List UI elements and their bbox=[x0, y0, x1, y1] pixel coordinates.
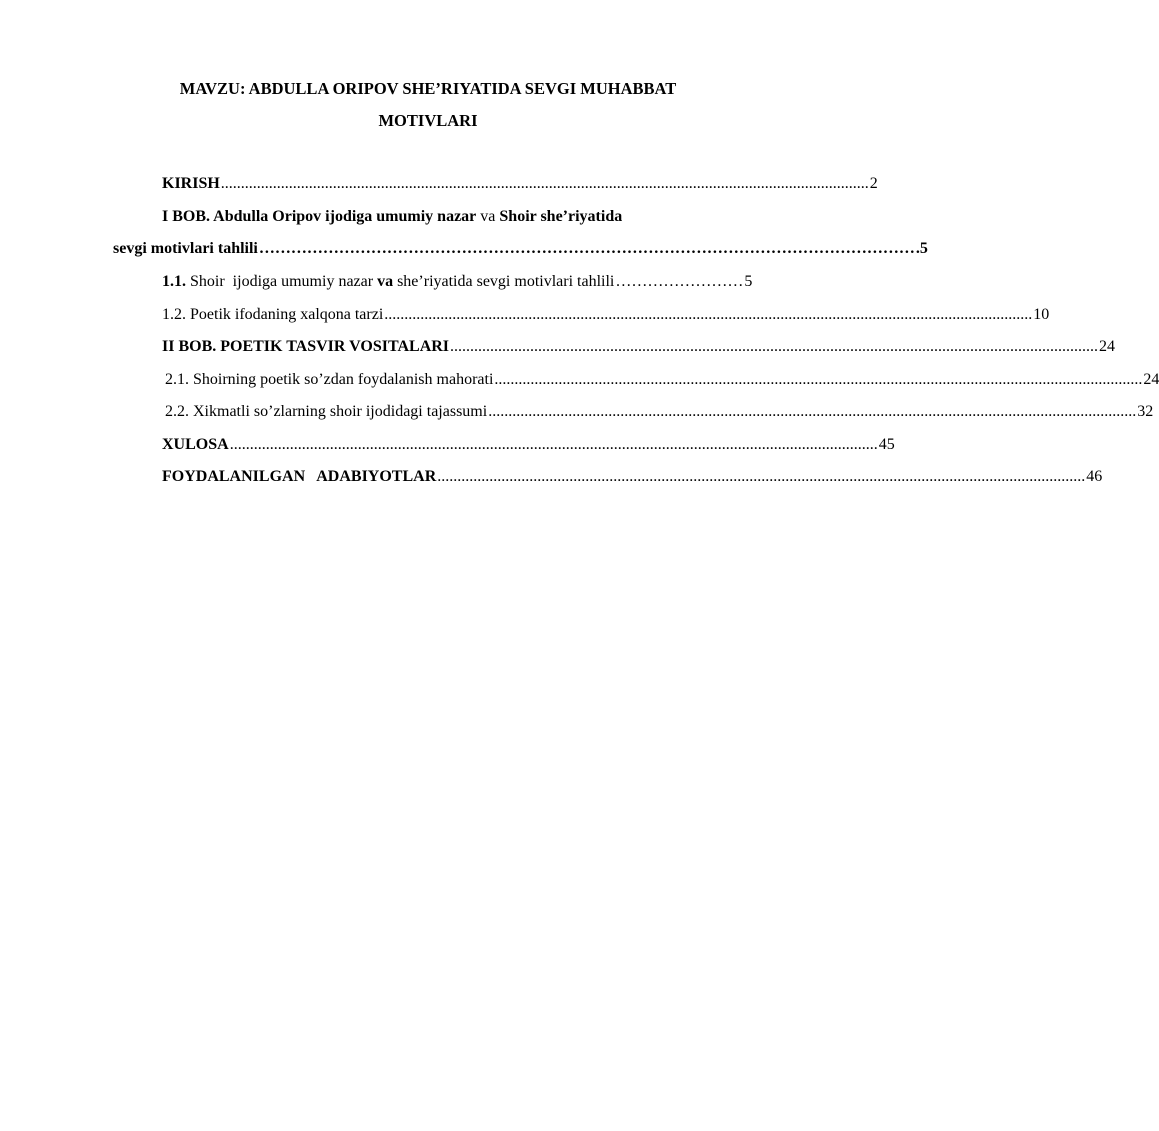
toc-entry-label: 2.2. Xikmatli so’zlarning shoir ijodidagi tajassumi bbox=[165, 403, 488, 420]
toc-page-number: 24 bbox=[1143, 371, 1159, 388]
toc-entry-label: KIRISH bbox=[162, 175, 220, 192]
toc-page-number: .5 bbox=[915, 240, 928, 257]
dot-leader: .................................................................................................................................................................. bbox=[494, 371, 1143, 388]
toc-page-number: 46 bbox=[1086, 468, 1103, 485]
toc-entry-foydalanilgan-adabiyotlar bbox=[162, 466, 1103, 488]
document-title-line1: MAVZU: ABDULLA ORIPOV SHE’RIYATIDA SEVGI MUHABBAT bbox=[179, 79, 677, 98]
toc-page-number: 2 bbox=[869, 175, 878, 192]
toc-entry-bob1-line1 bbox=[162, 206, 742, 228]
dot-leader: …………………………………………………………………………………………………………… bbox=[258, 240, 915, 257]
document-title-line2: MOTIVLARI bbox=[378, 111, 478, 130]
toc-entry-label: XULOSA bbox=[162, 436, 229, 453]
section-text: Shoir ijodiga umumiy nazar bbox=[186, 273, 378, 290]
section-text-cont: she’riyatida sevgi motivlari tahlili bbox=[393, 273, 615, 290]
dot-leader: .................................................................................................................................................................. bbox=[384, 306, 1033, 323]
dot-leader: .................................................................................................................................................................. bbox=[220, 175, 869, 192]
toc-page-number: 5 bbox=[744, 273, 753, 290]
toc-entry-label: FOYDALANILGAN ADABIYOTLAR bbox=[162, 468, 437, 485]
toc-entry-1-2 bbox=[162, 304, 1050, 326]
dot-leader: .................................................................................................................................................................. bbox=[488, 403, 1137, 420]
toc-entry-1-1 bbox=[162, 271, 753, 293]
toc-page-number: 10 bbox=[1033, 306, 1050, 323]
dot-leader: .................................................................................................................................................................. bbox=[437, 468, 1086, 485]
dot-leader: .................................................................................................................................................................. bbox=[450, 338, 1099, 355]
toc-entry-label: 1.2. Poetik ifodaning xalqona tarzi bbox=[162, 306, 384, 323]
toc-entry-label-cont: Shoir she’riyatida bbox=[499, 208, 623, 225]
toc-entry-label: 2.1. Shoirning poetik so’zdan foydalanish mahorati bbox=[165, 371, 494, 388]
toc-entry-label bbox=[162, 271, 614, 293]
toc-entry-bob2 bbox=[162, 336, 1116, 358]
dot-leader: .................................................................................................................................................................. bbox=[229, 436, 878, 453]
toc-page-number: 45 bbox=[878, 436, 895, 453]
toc-entry-label: II BOB. POETIK TASVIR VOSITALARI bbox=[162, 338, 450, 355]
toc-entry-label: sevgi motivlari tahlili bbox=[113, 240, 258, 257]
toc-entry-2-2 bbox=[165, 401, 1154, 423]
toc-entry-label: I BOB. Abdulla Oripov ijodiga umumiy nazar bbox=[162, 208, 477, 225]
toc-entry-bob1-line2 bbox=[113, 238, 928, 260]
toc-entry-xulosa bbox=[162, 434, 895, 456]
toc-page-number: 32 bbox=[1137, 403, 1154, 420]
toc-entry-kirish bbox=[162, 173, 878, 195]
toc-entry-connector: va bbox=[476, 208, 500, 225]
toc-entry-2-1 bbox=[165, 369, 1159, 391]
section-connector: va bbox=[377, 273, 394, 290]
toc-page-number: 24 bbox=[1099, 338, 1116, 355]
section-number: 1.1. bbox=[162, 273, 186, 290]
dot-leader: …………………… bbox=[615, 273, 744, 290]
